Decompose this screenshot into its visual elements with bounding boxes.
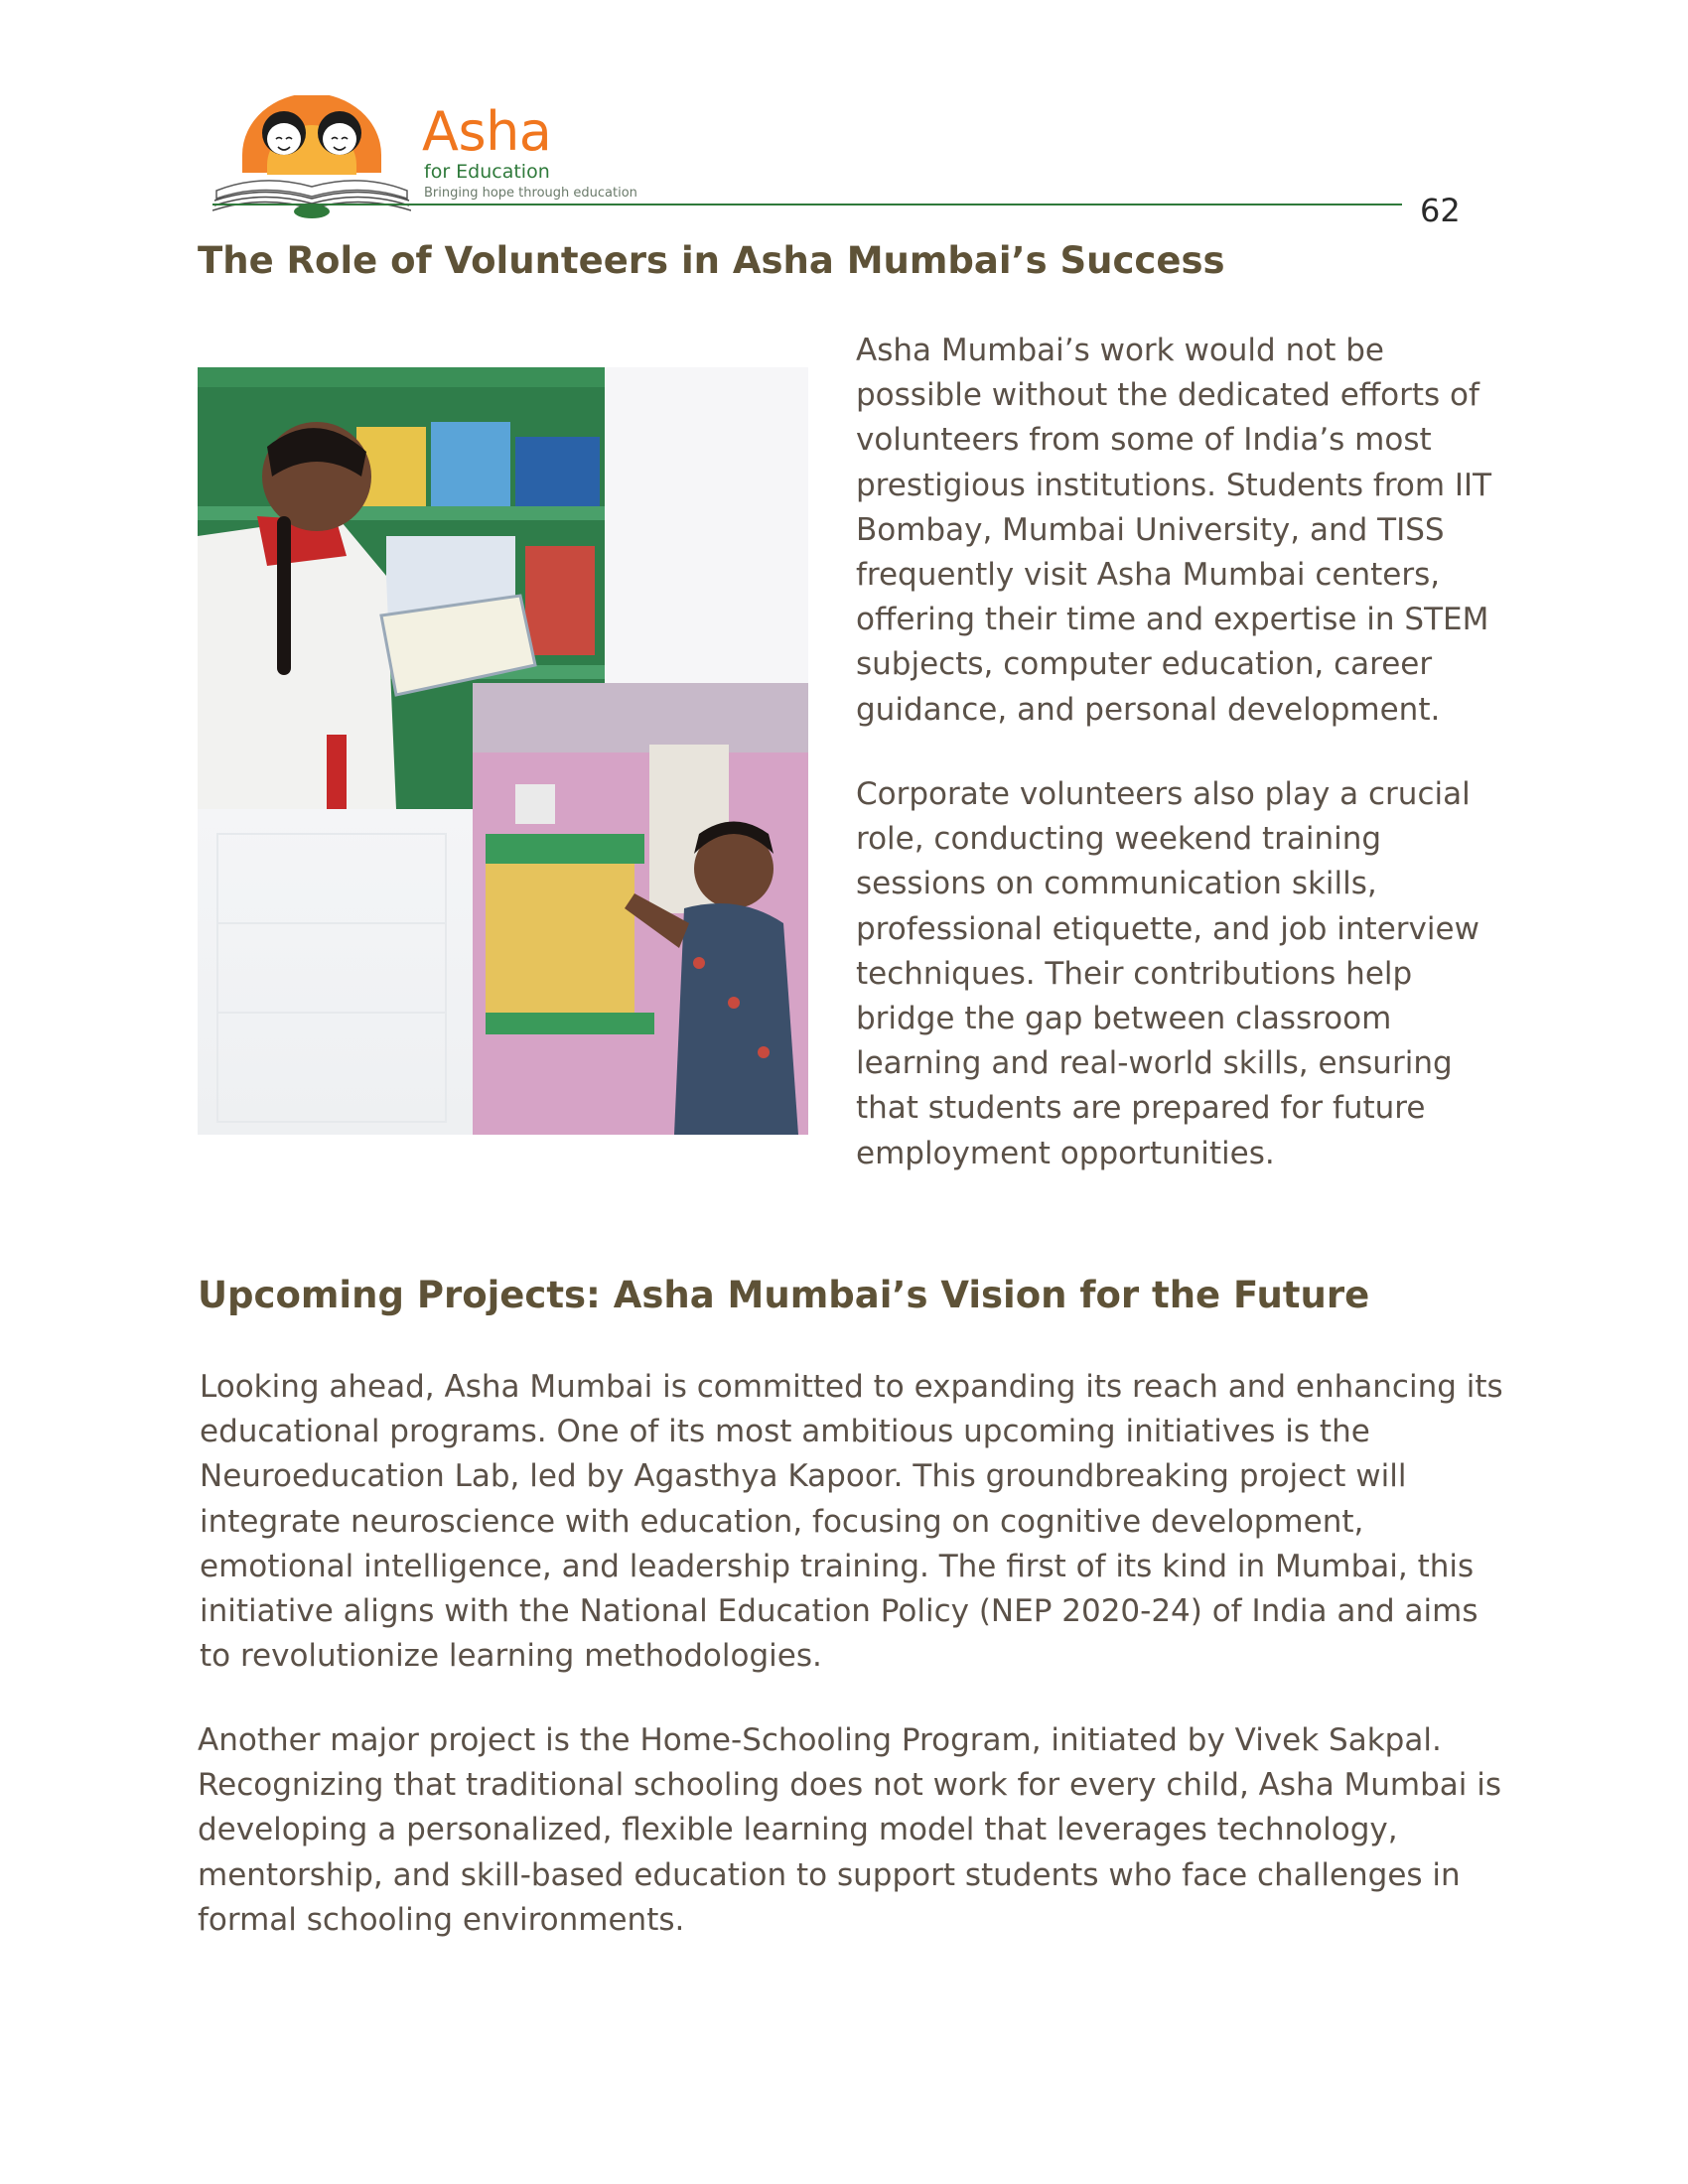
brand-tagline: Bringing hope through education (424, 186, 637, 201)
page-number: 62 (1420, 192, 1461, 229)
photo-boy-library (473, 683, 808, 1135)
section-heading-volunteers: The Role of Volunteers in Asha Mumbai’s Success (198, 239, 1225, 282)
photo-collage (198, 367, 808, 1135)
projects-paragraph-2: Another major project is the Home-Schooling Program, initiated by Vivek Sakpal. Recognizing that traditional schooling does not work for every child, Asha Mumbai is developing a personalized, flexible learning model that leverages technology, mentorship, and skill-based education to support students who face challenges in formal schooling environments. (198, 1722, 1502, 1938)
section-heading-upcoming-projects: Upcoming Projects: Asha Mumbai’s Vision for the Future (198, 1274, 1370, 1316)
header-divider (212, 204, 1402, 205)
volunteers-paragraph-2: Corporate volunteers also play a crucial role, conducting weekend training sessions on communication skills, professional etiquette, and job interview techniques. Their contributions help bridge the gap between classroom learning and real-world skills, ensuring that students are prepared for future employment opportunities. (856, 776, 1479, 1171)
asha-logo-icon (212, 95, 411, 219)
brand-name: Asha (422, 100, 552, 163)
brand-subtitle: for Education (424, 161, 550, 183)
volunteers-paragraph-1: Asha Mumbai’s work would not be possible without the dedicated efforts of volunteers from some of India’s most prestigious institutions. Students from IIT Bombay, Mumbai University, and TISS frequently visit Asha Mumbai centers, offering their time and expertise in STEM subjects, computer education, career guidance, and personal development. (856, 333, 1492, 728)
projects-paragraph-1: Looking ahead, Asha Mumbai is committed to expanding its reach and enhancing its educational programs. One of its most ambitious upcoming initiatives is the Neuroeducation Lab, led by Agasthya Kapoor. This groundbreaking project will integrate neuroscience with education, focusing on cognitive development, emotional intelligence, and leadership training. The first of its kind in Mumbai, this initiative aligns with the National Education Policy (NEP 2020-24) of India and aims to revolutionize learning methodologies. (200, 1369, 1503, 1675)
